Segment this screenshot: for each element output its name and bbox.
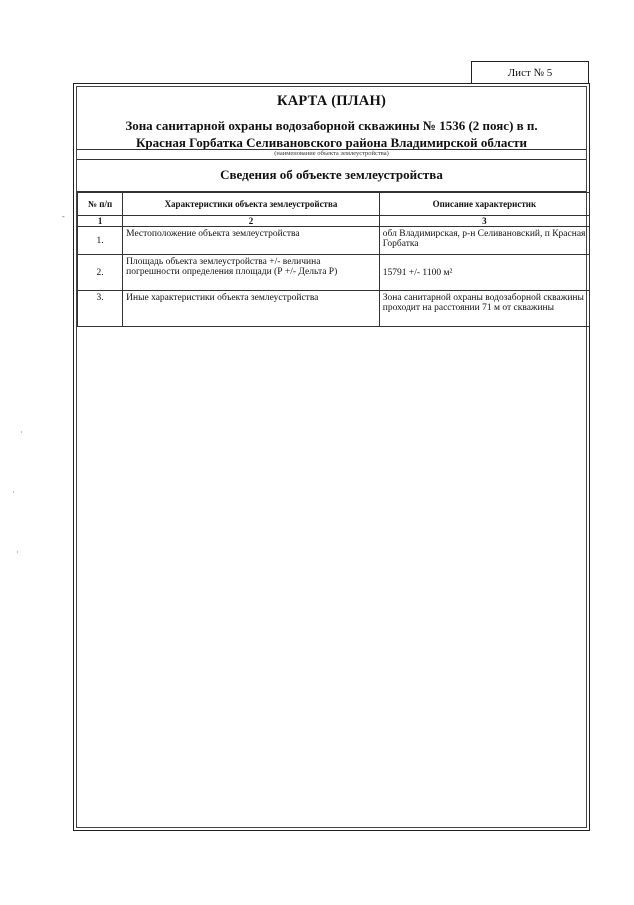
header-description: Описание характеристик bbox=[379, 193, 589, 216]
object-name-caption: (наименование объекта землеустройства) bbox=[274, 150, 389, 157]
table-row bbox=[78, 291, 590, 327]
document-frame bbox=[73, 83, 590, 831]
margin-mark: - bbox=[62, 212, 65, 221]
index-cell: 3 bbox=[379, 216, 589, 227]
row-num: 1. bbox=[78, 227, 123, 255]
row-description: 15791 +/- 1100 м² bbox=[379, 255, 589, 291]
caption-divider-bottom bbox=[77, 159, 586, 160]
document-subtitle: Зона санитарной охраны водозаборной скважины № 1536 (2 пояс) в п. Красная Горбатка Селивановского района Владимирской области bbox=[125, 118, 538, 150]
table-row bbox=[78, 227, 590, 255]
index-cell: 1 bbox=[78, 216, 123, 227]
section-title: Сведения об объекте землеустройства bbox=[220, 167, 443, 182]
document-inner-frame bbox=[76, 86, 587, 828]
header-characteristic: Характеристики объекта землеустройства bbox=[123, 193, 380, 216]
row-num: 3. bbox=[78, 291, 123, 327]
table-header-row bbox=[78, 193, 590, 216]
index-cell: 2 bbox=[123, 216, 380, 227]
margin-mark: · bbox=[20, 428, 23, 437]
object-info-table bbox=[77, 192, 590, 327]
row-num: 2. bbox=[78, 255, 123, 291]
table-index-row bbox=[78, 216, 590, 227]
document-title: КАРТА (ПЛАН) bbox=[277, 93, 386, 109]
sheet-number bbox=[471, 61, 589, 83]
row-description: обл Владимирская, р-н Селивановский, п Красная Горбатка bbox=[379, 227, 589, 255]
margin-mark: · bbox=[12, 488, 15, 497]
row-description: Зона санитарной охраны водозаборной скважины проходит на расстоянии 71 м от скважины bbox=[379, 291, 589, 327]
sheet-number-label: Лист № 5 bbox=[507, 67, 553, 79]
margin-mark: · bbox=[16, 548, 19, 557]
row-characteristic: Площадь объекта землеустройства +/- величина погрешности определения площади (Р +/- Дельта Р) bbox=[123, 255, 380, 291]
title-block bbox=[77, 87, 586, 151]
header-num: № п/п bbox=[78, 193, 123, 216]
row-characteristic: Иные характеристики объекта землеустройства bbox=[123, 291, 380, 327]
row-characteristic: Местоположение объекта землеустройства bbox=[123, 227, 380, 255]
table-row bbox=[78, 255, 590, 291]
